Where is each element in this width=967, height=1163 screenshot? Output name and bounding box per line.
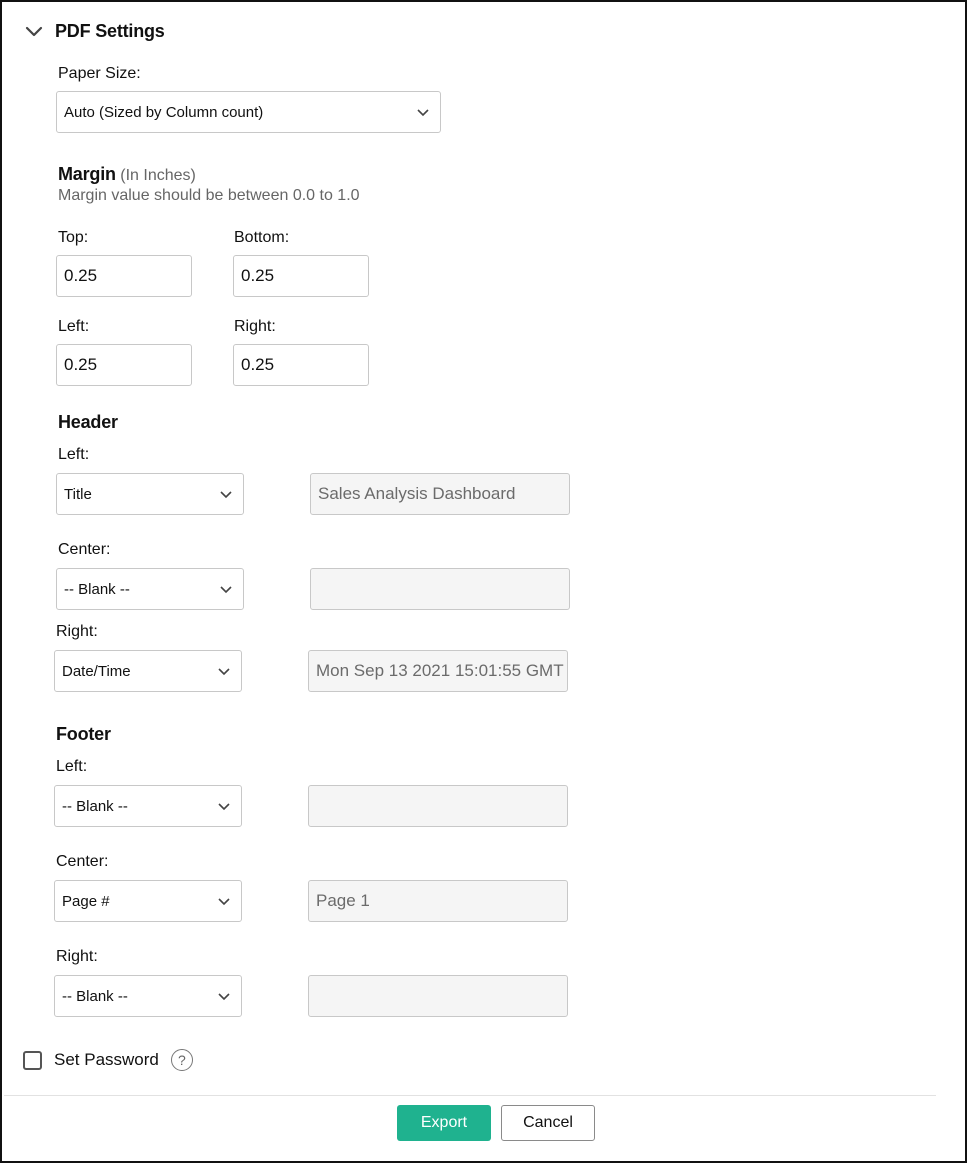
header-right-option: Date/Time bbox=[62, 662, 131, 680]
chevron-down-icon bbox=[217, 989, 231, 1003]
header-right-label: Right: bbox=[56, 623, 98, 640]
header-center-select[interactable] bbox=[56, 568, 244, 610]
header-center-preview bbox=[310, 568, 570, 610]
chevron-down-icon bbox=[217, 664, 231, 678]
margin-top-input[interactable]: 0.25 bbox=[56, 255, 192, 297]
set-password-label[interactable]: Set Password bbox=[54, 1050, 159, 1069]
margin-title: Margin bbox=[58, 164, 116, 184]
footer-divider bbox=[4, 1095, 936, 1096]
header-left-preview: Sales Analysis Dashboard bbox=[310, 473, 570, 515]
header-title: Header bbox=[58, 412, 118, 432]
margin-heading bbox=[58, 164, 196, 185]
set-password-row bbox=[23, 1049, 193, 1071]
footer-right-label: Right: bbox=[56, 948, 98, 965]
header-left-label: Left: bbox=[58, 446, 90, 463]
pdf-settings-toggle[interactable] bbox=[24, 21, 165, 42]
section-title: PDF Settings bbox=[55, 21, 165, 41]
margin-right-label: Right: bbox=[234, 318, 276, 335]
margin-top-label: Top: bbox=[58, 229, 89, 246]
header-center-label: Center: bbox=[58, 541, 111, 558]
paper-size-label: Paper Size: bbox=[58, 65, 141, 82]
header-left-select[interactable] bbox=[56, 473, 244, 515]
footer-title: Footer bbox=[56, 724, 111, 744]
margin-note: Margin value should be between 0.0 to 1.0 bbox=[58, 187, 360, 204]
footer-center-label: Center: bbox=[56, 853, 109, 870]
footer-center-select[interactable] bbox=[54, 880, 242, 922]
paper-size-value: Auto (Sized by Column count) bbox=[64, 103, 264, 121]
footer-right-select[interactable] bbox=[54, 975, 242, 1017]
header-left-option: Title bbox=[64, 485, 92, 503]
footer-left-select[interactable] bbox=[54, 785, 242, 827]
margin-bottom-input[interactable]: 0.25 bbox=[233, 255, 369, 297]
header-right-select[interactable] bbox=[54, 650, 242, 692]
margin-bottom-label: Bottom: bbox=[234, 229, 290, 246]
chevron-down-icon bbox=[219, 487, 233, 501]
header-right-preview: Mon Sep 13 2021 15:01:55 GMT bbox=[308, 650, 568, 692]
footer-center-option: Page # bbox=[62, 892, 110, 910]
footer-right-preview bbox=[308, 975, 568, 1017]
paper-size-select[interactable] bbox=[56, 91, 441, 133]
help-icon[interactable]: ? bbox=[171, 1049, 193, 1071]
set-password-checkbox[interactable] bbox=[23, 1051, 42, 1070]
margin-right-input[interactable]: 0.25 bbox=[233, 344, 369, 386]
margin-unit: (In Inches) bbox=[120, 167, 196, 184]
header-center-option: -- Blank -- bbox=[64, 580, 130, 598]
chevron-down-icon bbox=[217, 799, 231, 813]
margin-left-label: Left: bbox=[58, 318, 90, 335]
export-button[interactable]: Export bbox=[397, 1105, 491, 1141]
margin-left-input[interactable]: 0.25 bbox=[56, 344, 192, 386]
footer-center-preview: Page 1 bbox=[308, 880, 568, 922]
chevron-down-icon bbox=[416, 105, 430, 119]
cancel-button[interactable]: Cancel bbox=[501, 1105, 595, 1141]
footer-left-option: -- Blank -- bbox=[62, 797, 128, 815]
footer-left-label: Left: bbox=[56, 758, 88, 775]
chevron-down-icon bbox=[217, 894, 231, 908]
footer-left-preview bbox=[308, 785, 568, 827]
footer-right-option: -- Blank -- bbox=[62, 987, 128, 1005]
chevron-down-icon bbox=[219, 582, 233, 596]
chevron-down-icon bbox=[24, 22, 44, 42]
